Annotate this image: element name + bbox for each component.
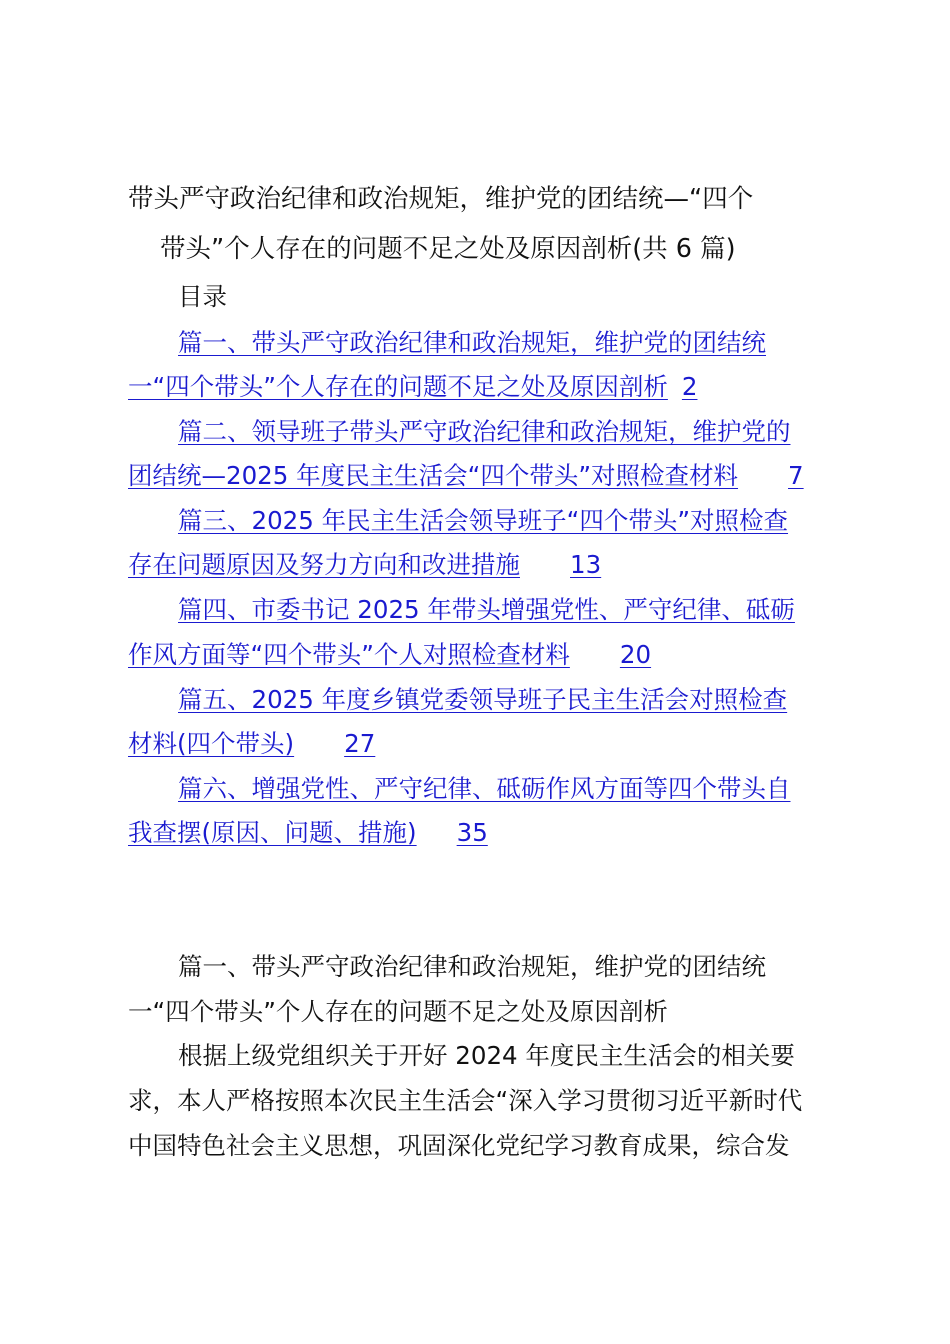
toc-entry-1-line-1[interactable]: 篇一、带头严守政治纪律和政治规矩，维护党的团结统 [178,328,766,357]
toc-page-number: 27 [344,729,376,758]
toc-entry-5-line-1[interactable]: 篇五、2025 年度乡镇党委领导班子民主生活会对照检查 [178,685,788,714]
toc-entry-1-line-2[interactable] [128,370,697,404]
toc-entry-text: 一“四个带头”个人存在的问题不足之处及原因剖析 [128,372,668,401]
toc-entry-4-line-2[interactable] [128,638,651,672]
toc-entry-6-line-2[interactable] [128,816,488,850]
toc-entry-3-line-2[interactable] [128,548,601,582]
toc-heading: 目录 [178,282,227,311]
toc-entry-text: 我查摆(原因、问题、措施) [128,818,417,847]
document-title-line-1: 带头严守政治纪律和政治规矩，维护党的团结统—“四个 [128,184,754,214]
toc-page-number: 20 [619,640,652,669]
body-line-2: 求，本人严格按照本次民主生活会“深入学习贯彻习近平新时代 [128,1086,803,1115]
body-line-1: 根据上级党组织关于开好 2024 年度民主生活会的相关要 [178,1041,795,1070]
toc-entry-text: 存在问题原因及努力方向和改进措施 [128,550,520,579]
toc-entry-4-line-1[interactable]: 篇四、市委书记 2025 年带头增强党性、严守纪律、砥砺 [178,595,795,624]
toc-entry-text: 团结统—2025 年度民主生活会“四个带头”对照检查材料 [128,461,739,490]
toc-page-number: 7 [788,461,804,490]
toc-page-number: 13 [570,550,602,579]
toc-page-number: 35 [456,818,488,847]
toc-entry-2-line-1[interactable]: 篇二、领导班子带头严守政治纪律和政治规矩，维护党的 [178,417,791,446]
toc-entry-5-line-2[interactable] [128,727,375,761]
toc-page-number: 2 [681,372,698,401]
toc-entry-text: 材料(四个带头) [128,729,295,758]
body-line-3: 中国特色社会主义思想，巩固深化党纪学习教育成果，综合发 [128,1131,790,1160]
section-heading-line-2: 一“四个带头”个人存在的问题不足之处及原因剖析 [128,997,668,1026]
toc-entry-2-line-2[interactable] [128,459,804,493]
toc-entry-3-line-1[interactable]: 篇三、2025 年民主生活会领导班子“四个带头”对照检查 [178,506,789,535]
toc-entry-text: 作风方面等“四个带头”个人对照检查材料 [128,640,570,669]
section-heading-line-1: 篇一、带头严守政治纪律和政治规矩，维护党的团结统 [178,952,766,981]
toc-entry-6-line-1[interactable]: 篇六、增强党性、严守纪律、砥砺作风方面等四个带头自 [178,774,791,803]
document-title-line-2: 带头”个人存在的问题不足之处及原因剖析(共 6 篇) [160,234,736,264]
